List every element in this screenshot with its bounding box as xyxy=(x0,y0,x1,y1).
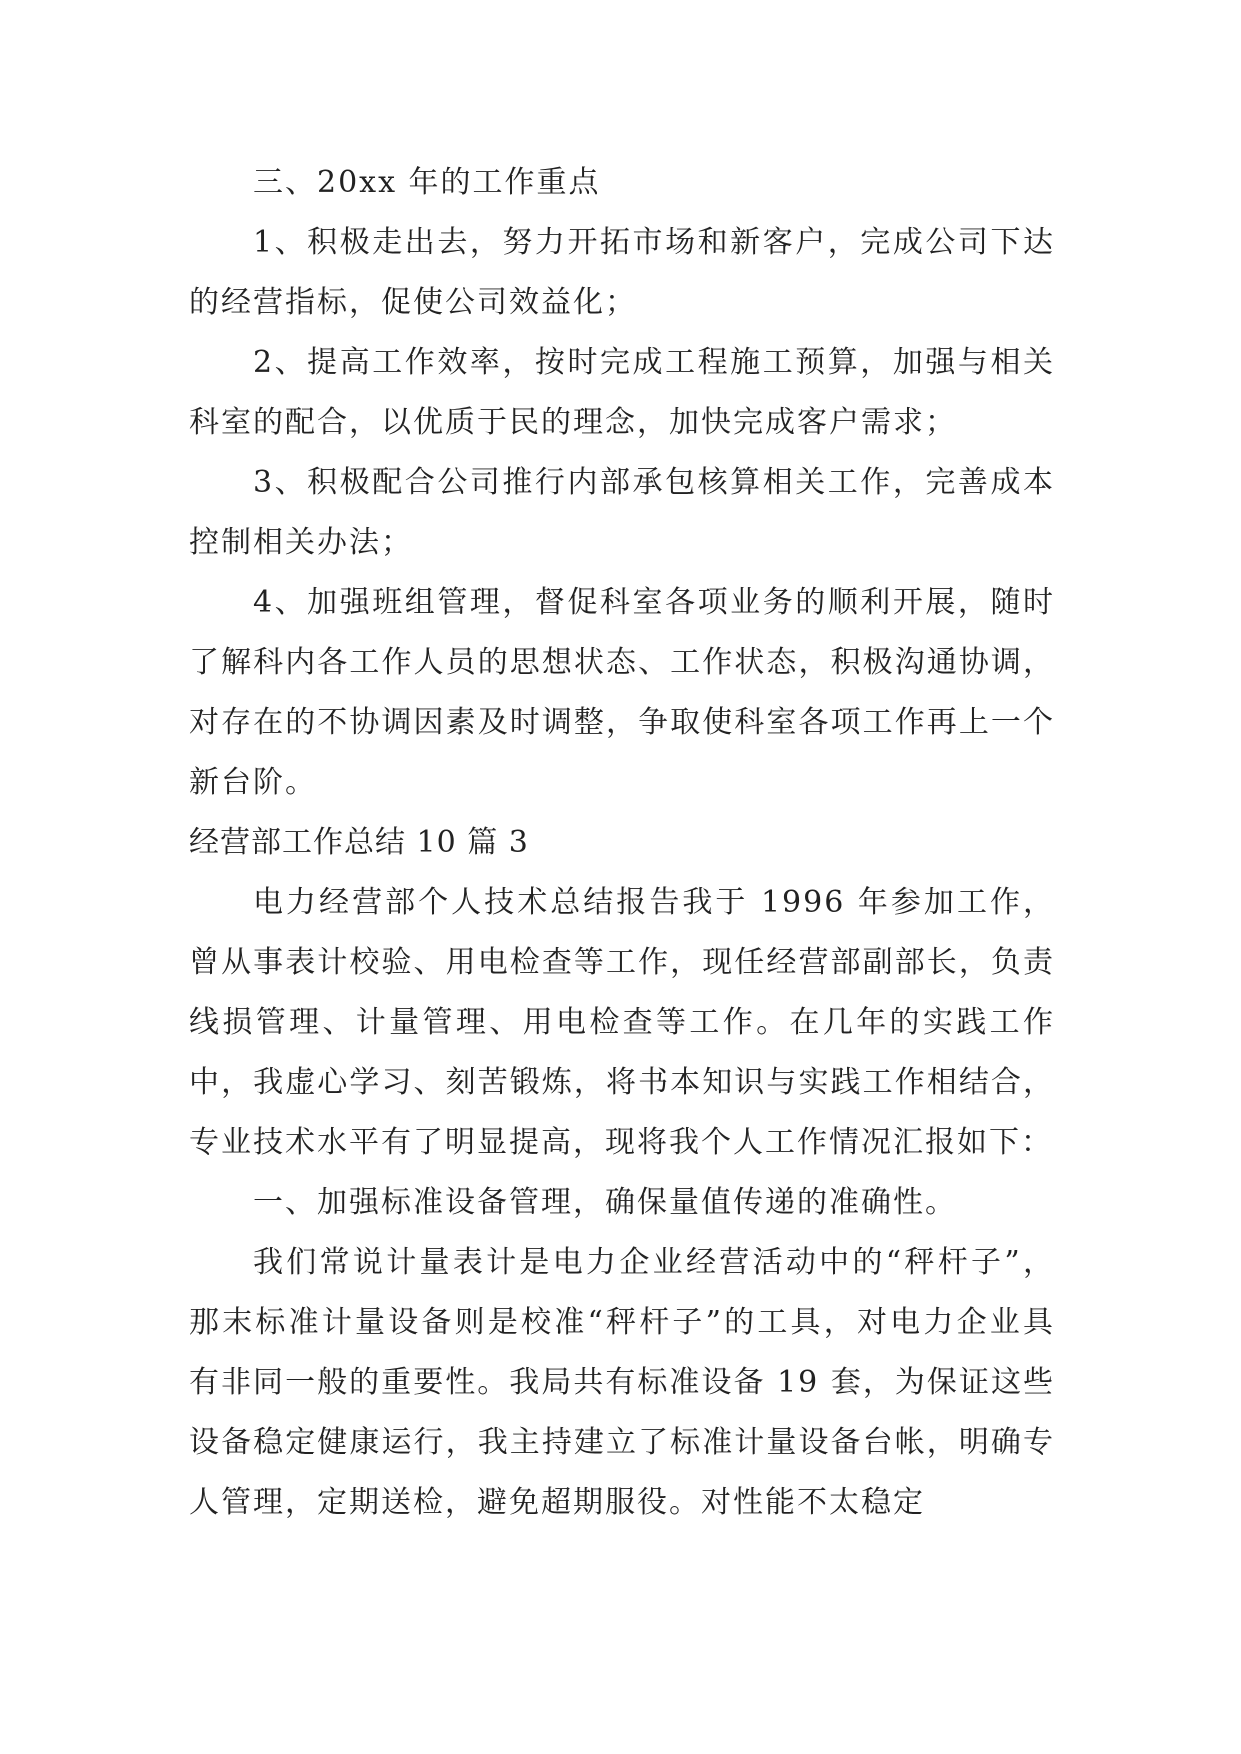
paragraph-intro: 电力经营部个人技术总结报告我于 1996 年参加工作，曾从事表计校验、用电检查等工作，现任经营部副部长，负责线损管理、计量管理、用电检查等工作。在几年的实践工作中，我虚心学习、刻苦锻炼，将书本知识与实践工作相结合，专业技术水平有了明显提高，现将我个人工作情况汇报如下： xyxy=(189,885,1055,1160)
article-title: 经营部工作总结 10 篇 3 xyxy=(189,825,529,860)
paragraph-item-1: 1、积极走出去，努力开拓市场和新客户，完成公司下达的经营指标，促使公司效益化； xyxy=(189,225,1055,320)
paragraph-body: 我们常说计量表计是电力企业经营活动中的“秤杆子”，那末标准计量设备则是校准“秤杆子”的工具，对电力企业具有非同一般的重要性。我局共有标准设备 19 套，为保证这些设备稳定健康运行，我主持建立了标准计量设备台帐，明确专人管理，定期送检，避免超期服役。对性能不太稳定 xyxy=(189,1245,1055,1520)
paragraph-item-4: 4、加强班组管理，督促科室各项业务的顺利开展，随时了解科内各工作人员的思想状态、工作状态，积极沟通协调，对存在的不协调因素及时调整，争取使科室各项工作再上一个新台阶。 xyxy=(189,585,1055,800)
section-heading: 三、20xx 年的工作重点 xyxy=(253,165,601,200)
paragraph-item-2: 2、提高工作效率，按时完成工程施工预算，加强与相关科室的配合，以优质于民的理念，加快完成客户需求； xyxy=(189,345,1055,440)
document-body xyxy=(189,153,1055,1533)
paragraph-item-3: 3、积极配合公司推行内部承包核算相关工作，完善成本控制相关办法； xyxy=(189,465,1055,560)
subsection-heading: 一、加强标准设备管理，确保量值传递的准确性。 xyxy=(253,1185,957,1220)
